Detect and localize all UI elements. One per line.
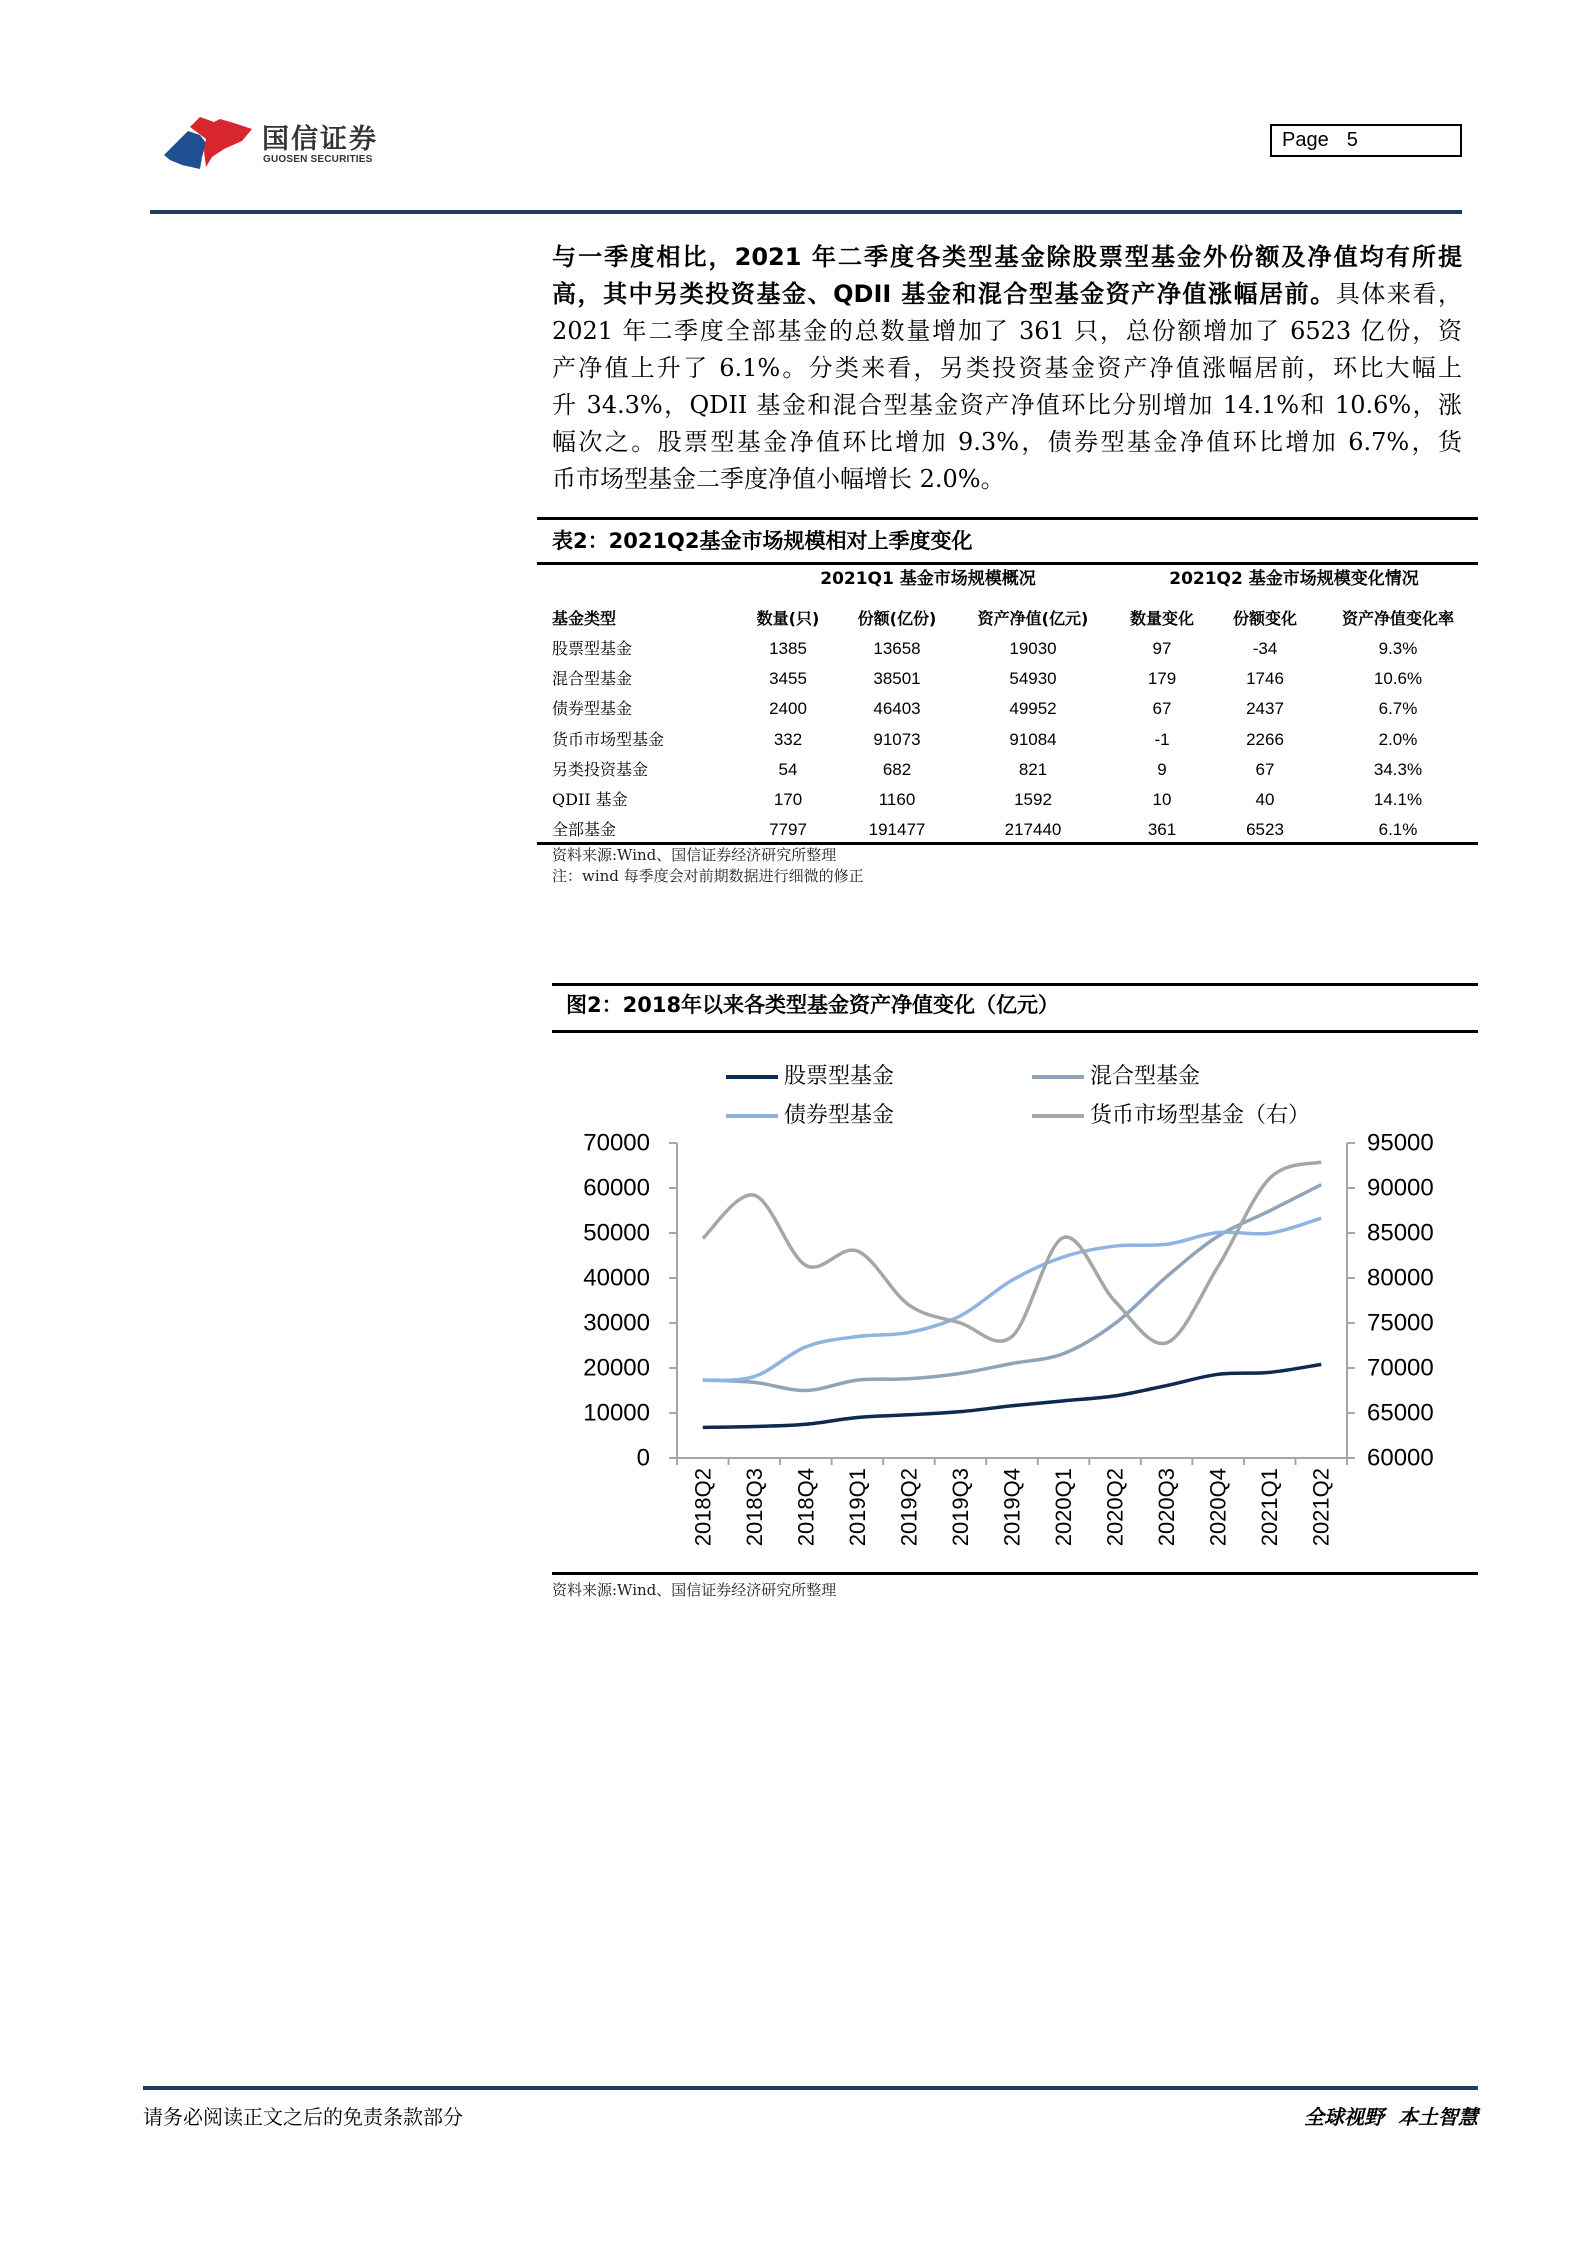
table-cell: 54930 [1009,669,1057,688]
left-y-tick-label: 30000 [583,1309,650,1337]
footer-rule [143,2086,1478,2090]
table-row [0,728,1586,752]
table-cell: 1592 [1014,790,1052,809]
table-cell: 2.0% [1378,730,1418,749]
series-line-bond [703,1218,1321,1380]
fund-type: 货币市场型基金 [552,730,665,749]
right-y-tick-label: 80000 [1367,1264,1434,1292]
table-cell: 2437 [1246,699,1284,718]
table-cell: 7797 [769,820,807,839]
bold-text: 与一季度相比，2021 年二季度各类型基金除股票型基金外份额及净值均有所提 [552,243,1462,271]
left-y-tick-label: 20000 [583,1354,650,1382]
table-cell: 91073 [873,730,921,749]
x-tick-label: 2020Q3 [1154,1468,1180,1547]
line-chart [540,1040,1480,1570]
table-cell: 1160 [878,790,916,809]
page-label: Page [1282,129,1329,151]
table-cell: 54 [778,760,798,779]
table-cell: 9.3% [1378,639,1418,658]
regular-text: 币市场型基金二季度净值小幅增长 2.0%。 [552,465,1005,493]
paragraph-line [552,278,1462,310]
table-cell: 34.3% [1373,760,1423,779]
left-y-tick-label: 0 [636,1444,650,1472]
table-cell: 1385 [769,639,807,658]
legend-label-mixed: 混合型基金 [1090,1064,1201,1089]
page-number: 5 [1346,129,1358,151]
logo-name-en: GUOSEN SECURITIES [263,154,373,165]
footer-slogan: 全球视野 本土智慧 [1304,2105,1478,2129]
x-tick-label: 2021Q2 [1308,1468,1334,1547]
column-header: 数量变化 [1129,609,1194,628]
x-tick-label: 2020Q4 [1205,1468,1231,1547]
column-header: 基金类型 [552,609,617,628]
right-y-tick-label: 75000 [1367,1309,1434,1337]
table-row [0,667,1586,691]
table-cell: 10 [1152,790,1172,809]
table-cell: 6.7% [1378,699,1418,718]
table-cell: 46403 [873,699,921,718]
fund-type: 另类投资基金 [552,760,649,779]
table-note: 注：wind 每季度会对前期数据进行细微的修正 [552,867,864,885]
table-source: 资料来源:Wind、国信证券经济研究所整理 [552,846,837,864]
right-y-tick-label: 65000 [1367,1399,1434,1427]
table-cell: 10.6% [1373,669,1423,688]
paragraph-line [552,315,1462,347]
table-cell: 682 [882,760,912,779]
table-cell: 6523 [1246,820,1284,839]
table-cell: 3455 [769,669,807,688]
x-tick-label: 2019Q4 [999,1468,1025,1547]
page-number-box [1270,124,1462,157]
table-cell: 40 [1255,790,1275,809]
fund-type: 全部基金 [552,820,617,839]
left-y-tick-label: 10000 [583,1399,650,1427]
table-top-rule [537,517,1478,520]
table-row [0,788,1586,812]
x-tick-label: 2020Q1 [1051,1468,1077,1547]
table-cell: 14.1% [1373,790,1423,809]
table-cell: 91084 [1009,730,1057,749]
left-y-tick-label: 50000 [583,1219,650,1247]
table-cell: 13658 [873,639,921,658]
table-cell: 1746 [1246,669,1284,688]
paragraph-line [552,463,1462,495]
paragraph-line [552,426,1462,458]
table-cell: 217440 [1004,820,1062,839]
left-y-tick-label: 70000 [583,1129,650,1157]
figure-bottom-rule [552,1572,1478,1575]
right-y-tick-label: 60000 [1367,1444,1434,1472]
logo-name-cn: 国信证券 [262,124,378,155]
x-tick-label: 2019Q3 [947,1468,973,1547]
fund-type: 债券型基金 [552,699,633,718]
x-tick-label: 2021Q1 [1257,1468,1283,1547]
table-cell: 179 [1147,669,1177,688]
table-cell: 170 [773,790,803,809]
column-header: 数量(只) [756,609,820,628]
series-line-money-market [703,1162,1321,1344]
column-header: 份额(亿份) [857,609,937,628]
company-logo [160,113,400,171]
table-cell: 2400 [769,699,807,718]
column-header: 资产净值(亿元) [977,609,1089,628]
fund-type: 股票型基金 [552,639,633,658]
disclaimer-note: 请务必阅读正文之后的免责条款部分 [143,2105,463,2129]
table-cell: 67 [1152,699,1172,718]
paragraph-line [552,352,1462,384]
column-header: 份额变化 [1232,609,1297,628]
paragraph-line [552,241,1462,273]
regular-text: 具体来看， [1335,280,1463,308]
header-rule [150,210,1462,214]
table-cell: 49952 [1009,699,1057,718]
series-line-stock [703,1364,1321,1427]
table-cell: -34 [1252,639,1278,658]
right-y-tick-label: 85000 [1367,1219,1434,1247]
figure-top-rule [552,983,1478,986]
table-row [0,758,1586,782]
table-cell: 821 [1018,760,1048,779]
left-y-tick-label: 40000 [583,1264,650,1292]
legend-label-money-market: 货币市场型基金（右） [1090,1103,1311,1128]
table-title-rule [537,562,1478,565]
table-header-row [0,607,1586,631]
group-header-q1: 2021Q1 基金市场规模概况 [820,569,1036,589]
right-y-tick-label: 95000 [1367,1129,1434,1157]
x-tick-label: 2018Q4 [793,1468,819,1547]
table-cell: 9 [1157,760,1167,779]
table-cell: 19030 [1009,639,1057,658]
bold-text: 高，其中另类投资基金、QDII 基金和混合型基金资产净值涨幅居前。 [552,280,1336,308]
right-y-tick-label: 90000 [1367,1174,1434,1202]
table-cell: 361 [1147,820,1177,839]
series-line-mixed [703,1185,1321,1391]
regular-text: 2021 年二季度全部基金的总数量增加了 361 只，总份额增加了 6523 亿份，资 [552,317,1462,345]
table-cell: 332 [773,730,803,749]
table-row [0,697,1586,721]
table-cell: 97 [1152,639,1172,658]
table-cell: 2266 [1246,730,1284,749]
regular-text: 产净值上升了 6.1%。分类来看，另类投资基金资产净值涨幅居前，环比大幅上 [552,354,1462,382]
group-header-q2: 2021Q2 基金市场规模变化情况 [1169,569,1419,589]
column-header: 资产净值变化率 [1341,609,1454,628]
table-cell: 38501 [873,669,921,688]
legend-label-stock: 股票型基金 [784,1064,895,1089]
fund-type: 混合型基金 [552,669,633,688]
regular-text: 幅次之。股票型基金净值环比增加 9.3%，债券型基金净值环比增加 6.7%，货 [552,428,1462,456]
table-cell: 67 [1255,760,1275,779]
table-cell: 6.1% [1378,820,1418,839]
paragraph-line [552,389,1462,421]
left-y-tick-label: 60000 [583,1174,650,1202]
table-row-total [0,818,1586,842]
legend-label-bond: 债券型基金 [784,1103,895,1128]
fund-type: QDII 基金 [552,790,628,809]
table-row [0,637,1586,661]
x-tick-label: 2018Q3 [741,1468,767,1547]
x-tick-label: 2018Q2 [690,1468,716,1547]
figure-title-rule [552,1030,1478,1033]
table-cell: 191477 [868,820,926,839]
table-cell: -1 [1154,730,1170,749]
x-tick-label: 2020Q2 [1102,1468,1128,1547]
regular-text: 升 34.3%，QDII 基金和混合型基金资产净值环比分别增加 14.1%和 10.6%，涨 [552,391,1462,419]
guosen-logo-icon [160,113,256,171]
right-y-tick-label: 70000 [1367,1354,1434,1382]
figure-title: 图2：2018年以来各类型基金资产净值变化（亿元） [566,993,1060,1017]
table-title: 表2：2021Q2基金市场规模相对上季度变化 [552,529,973,553]
x-tick-label: 2019Q2 [896,1468,922,1547]
figure-source: 资料来源:Wind、国信证券经济研究所整理 [552,1581,837,1599]
x-tick-label: 2019Q1 [844,1468,870,1547]
